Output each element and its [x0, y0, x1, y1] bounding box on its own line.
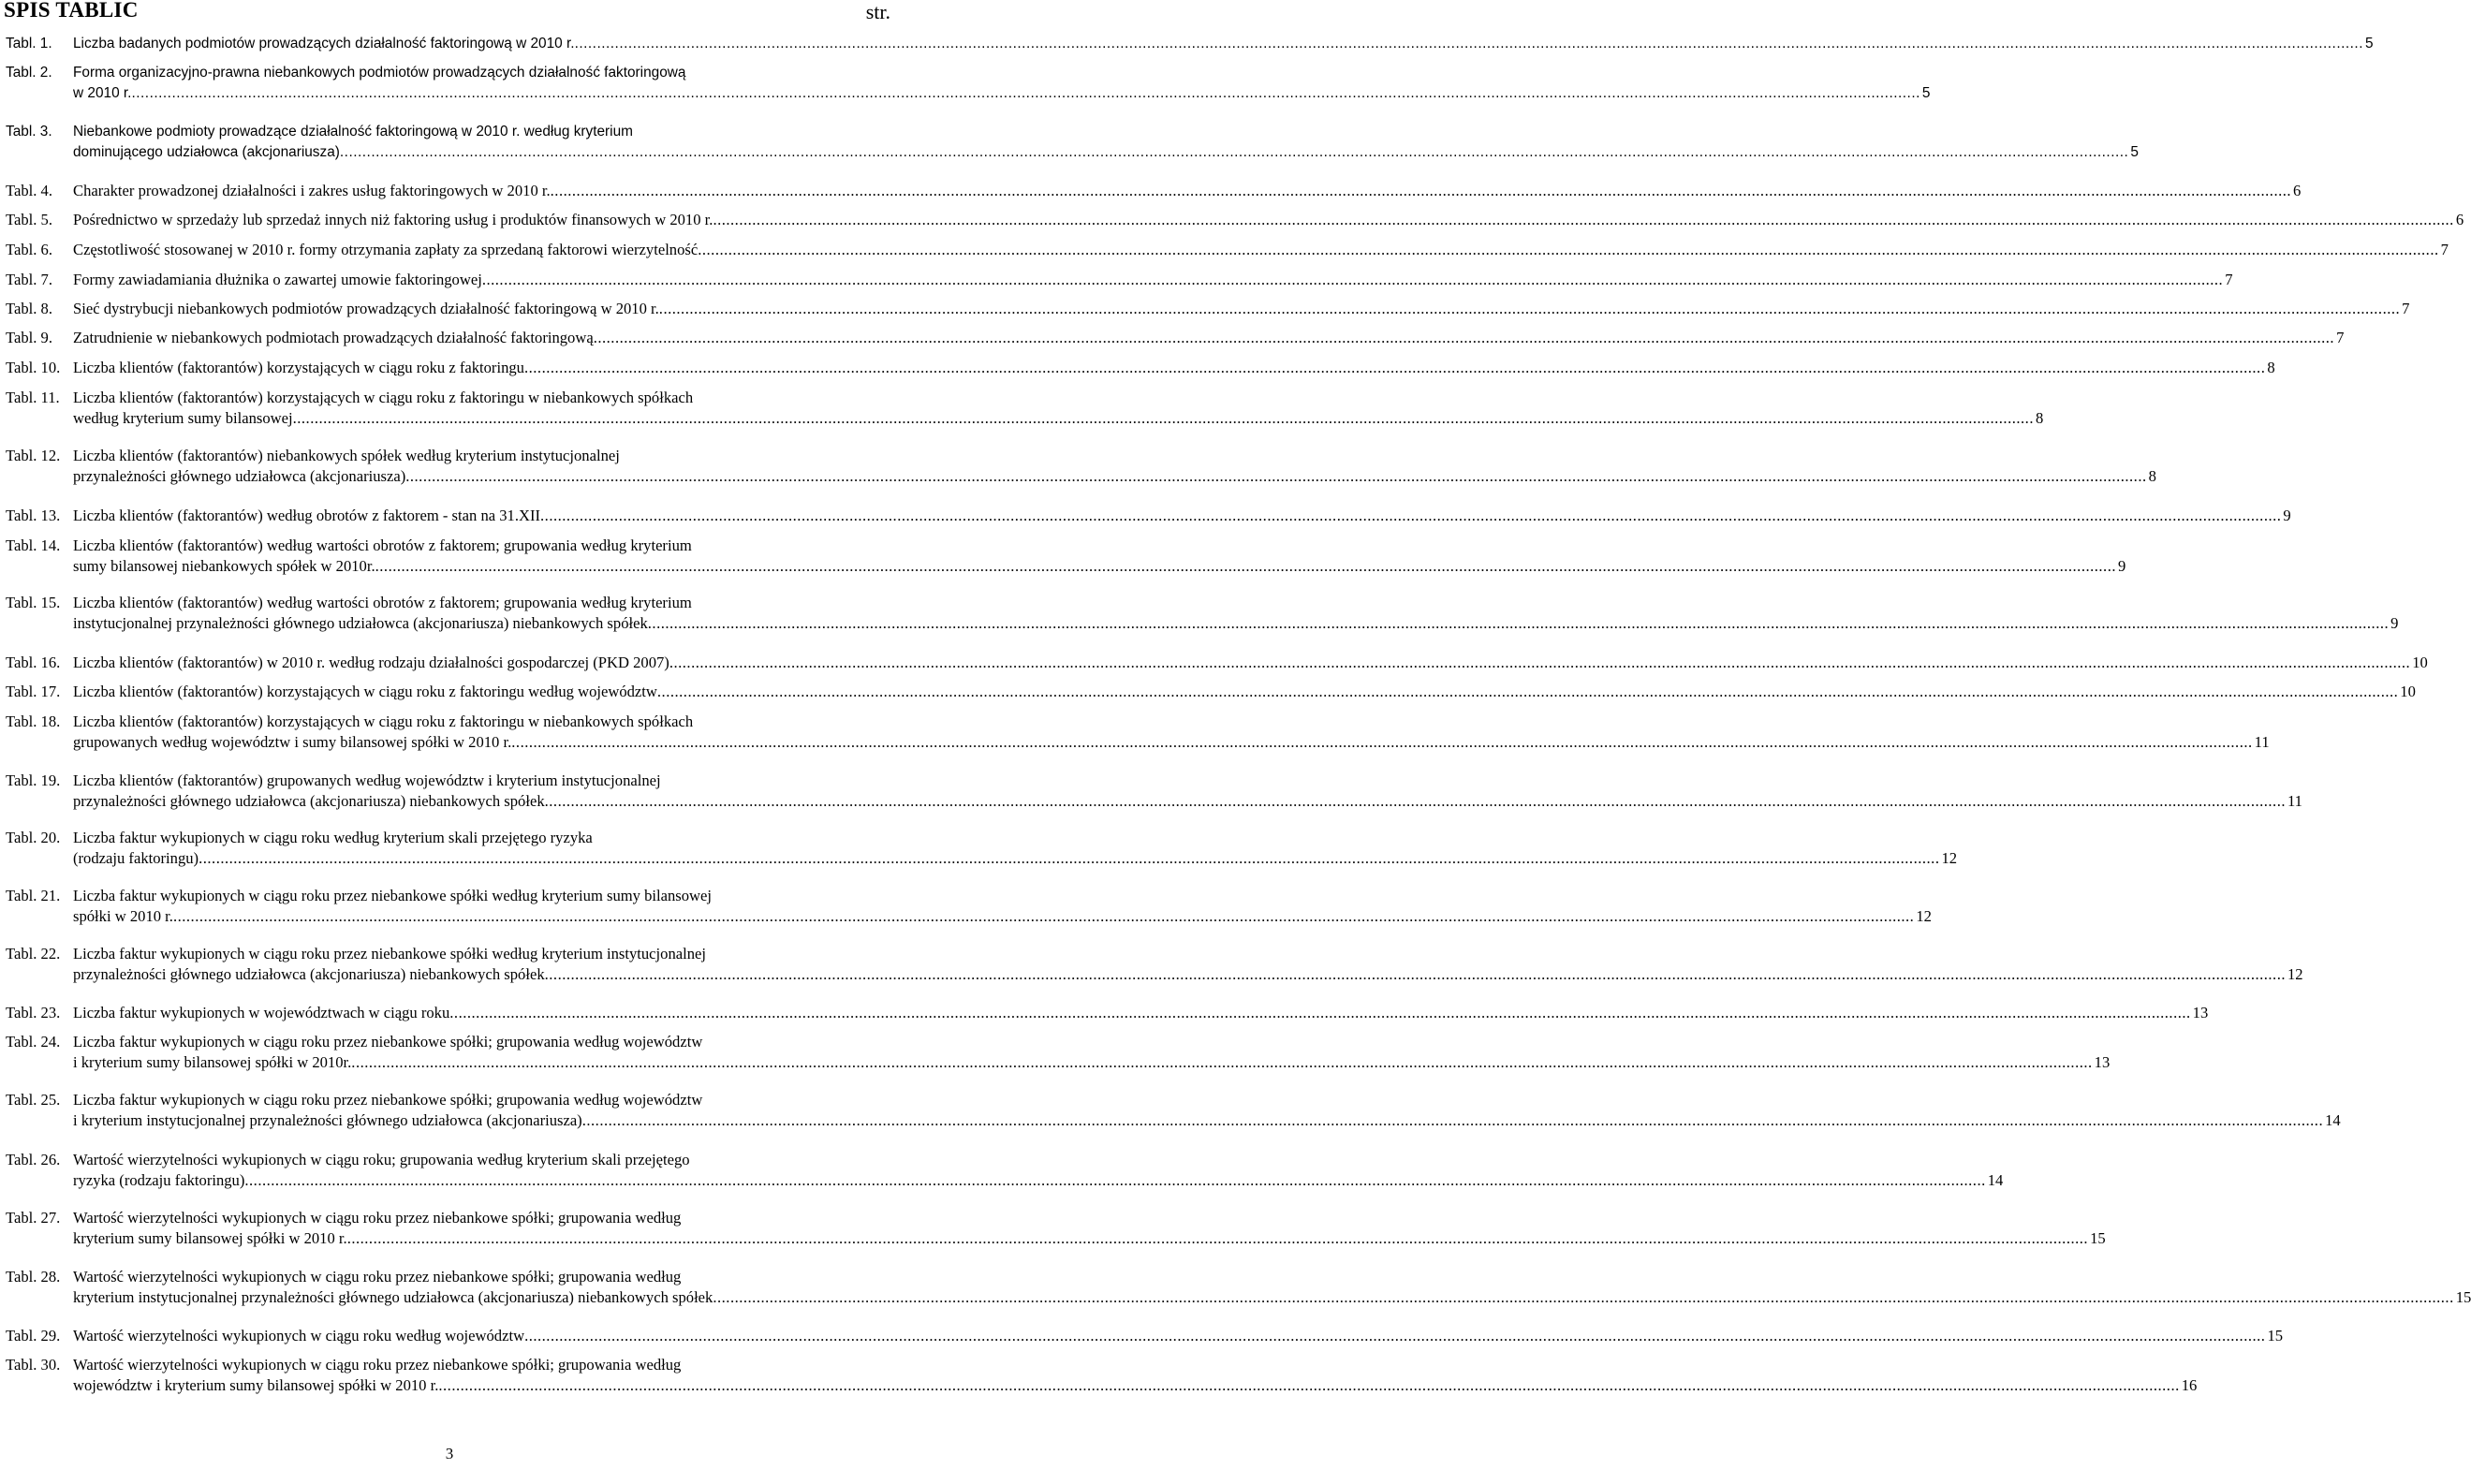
- leader-dots: ................................................................................................................................................................................................................................................................................................................................................................................................................: [449, 1004, 2191, 1021]
- toc-entry[interactable]: [6, 122, 2139, 163]
- toc-entry-last-line: [73, 848, 1958, 869]
- toc-entry-label: Tabl. 26.: [6, 1151, 61, 1168]
- toc-entry[interactable]: [6, 1150, 2004, 1191]
- toc-entry-page: 14: [1987, 1171, 2004, 1189]
- toc-entry-last-line: [73, 240, 2449, 260]
- toc-entry-text: [73, 1150, 2004, 1191]
- page-title: SPIS TABLIC: [4, 0, 139, 22]
- toc-entry-text: [73, 328, 2345, 348]
- leader-dots: ................................................................................................................................................................................................................................................................................................................................................................................................................: [199, 849, 1940, 867]
- toc-entry-page: 12: [1916, 907, 1932, 925]
- toc-entry[interactable]: [6, 828, 1958, 869]
- toc-entry-last-line: [73, 1326, 2284, 1346]
- toc-entry-title-line: grupowanych według województw i sumy bilansowej spółki w 2010 r.: [73, 733, 512, 751]
- leader-dots: ................................................................................................................................................................................................................................................................................................................................................................................................................: [540, 507, 2282, 524]
- toc-entry-title-line: Charakter prowadzonej działalności i zakres usług faktoringowych w 2010 r.: [73, 182, 551, 199]
- toc-entry-last-line: [73, 964, 2303, 985]
- toc-entry-title-line: Liczba faktur wykupionych w ciągu roku przez niebankowe spółki; grupowania według województw: [73, 1033, 703, 1051]
- toc-entry-title-line: ryzyka (rodzaju faktoringu): [73, 1171, 245, 1189]
- leader-dots: ................................................................................................................................................................................................................................................................................................................................................................................................................: [698, 241, 2439, 258]
- toc-entry-label: Tabl. 19.: [6, 771, 61, 789]
- toc-entry[interactable]: [6, 328, 2345, 348]
- toc-entry-title-line: (rodzaju faktoringu): [73, 849, 199, 867]
- leader-dots: ................................................................................................................................................................................................................................................................................................................................................................................................................: [658, 300, 2401, 317]
- toc-entry-last-line: [73, 466, 2156, 487]
- toc-entry[interactable]: [6, 653, 2428, 673]
- toc-entry-text: [73, 358, 2275, 378]
- toc-entry-label: Tabl. 17.: [6, 683, 61, 700]
- leader-dots: ................................................................................................................................................................................................................................................................................................................................................................................................................: [524, 1327, 2266, 1344]
- toc-entry-last-line: [73, 556, 2126, 577]
- toc-entry-label: Tabl. 10.: [6, 359, 61, 376]
- leader-dots: ................................................................................................................................................................................................................................................................................................................................................................................................................: [656, 683, 2399, 700]
- toc-entry-page: 11: [2287, 792, 2302, 810]
- toc-entry-title-line: przynależności głównego udziałowca (akcjonariusza) niebankowych spółek: [73, 792, 545, 810]
- toc-entry-label: Tabl. 30.: [6, 1356, 61, 1374]
- toc-entry-page: 9: [2118, 557, 2126, 575]
- toc-entry-page: 7: [2336, 329, 2345, 346]
- toc-entry-page: 16: [2181, 1376, 2198, 1394]
- toc-entry-label: Tabl. 25.: [6, 1091, 61, 1109]
- toc-entry[interactable]: [6, 593, 2399, 634]
- toc-entry-last-line: [73, 506, 2291, 526]
- toc-entry-title-line: Liczba faktur wykupionych w ciągu roku przez niebankowe spółki według kryterium instytucjonalnej: [73, 945, 707, 962]
- toc-entry-title-line: Liczba klientów (faktorantów) według wartości obrotów z faktorem; grupowania według kryterium: [73, 536, 692, 554]
- toc-entry-text: [73, 210, 2464, 230]
- toc-entry[interactable]: [6, 34, 2374, 54]
- toc-entry-last-line: [73, 1052, 2111, 1073]
- toc-entry-label: Tabl. 23.: [6, 1004, 61, 1021]
- leader-dots: ................................................................................................................................................................................................................................................................................................................................................................................................................: [172, 907, 1915, 925]
- toc-entry[interactable]: [6, 358, 2275, 378]
- toc-entry-title-line: Zatrudnienie w niebankowych podmiotach prowadzących działalność faktoringową: [73, 329, 594, 346]
- toc-entry-title-line: Liczba klientów (faktorantów) w 2010 r. według rodzaju działalności gospodarczej (PKD 2007): [73, 654, 669, 671]
- toc-entry[interactable]: [6, 446, 2156, 487]
- toc-entry-label: Tabl. 3.: [6, 124, 52, 140]
- toc-entry-last-line: [73, 83, 1931, 104]
- leader-dots: ................................................................................................................................................................................................................................................................................................................................................................................................................: [351, 1053, 2093, 1071]
- toc-entry-title-line: kryterium instytucjonalnej przynależności głównego udziałowca (akcjonariusza) niebankowych spółek: [73, 1288, 713, 1306]
- toc-entry-text: [73, 34, 2374, 54]
- toc-entry[interactable]: [6, 886, 1932, 927]
- toc-entry-last-line: [73, 653, 2428, 673]
- page-number: 3: [445, 1445, 454, 1462]
- leader-dots: ................................................................................................................................................................................................................................................................................................................................................................................................................: [713, 211, 2454, 228]
- toc-entry-page: 15: [2090, 1229, 2106, 1247]
- toc-entry-title-line: Liczba faktur wykupionych w ciągu roku przez niebankowe spółki według kryterium sumy bilansowej: [73, 887, 713, 904]
- toc-entry[interactable]: [6, 506, 2291, 526]
- toc-entry-text: [73, 944, 2303, 985]
- toc-entry-page: 5: [2130, 144, 2139, 160]
- toc-entry-title-line: instytucjonalnej przynależności głównego udziałowca (akcjonariusza) niebankowych spółek: [73, 614, 648, 632]
- leader-dots: ................................................................................................................................................................................................................................................................................................................................................................................................................: [438, 1376, 2180, 1394]
- toc-entry-page: 15: [2267, 1327, 2284, 1344]
- toc-entry-last-line: [73, 1170, 2004, 1191]
- toc-entry-page: 5: [1921, 85, 1931, 101]
- toc-entry[interactable]: [6, 682, 2416, 702]
- toc-entry-page: 5: [2364, 36, 2374, 51]
- toc-entry-last-line: [73, 1375, 2198, 1396]
- toc-entry-text: [73, 682, 2416, 702]
- toc-entry-label: Tabl. 18.: [6, 713, 61, 730]
- toc-entry-page: 13: [2192, 1004, 2209, 1021]
- toc-entry[interactable]: [6, 712, 2270, 753]
- toc-entry-page: 11: [2254, 733, 2270, 751]
- toc-entry-last-line: [73, 270, 2233, 290]
- leader-dots: ................................................................................................................................................................................................................................................................................................................................................................................................................: [481, 271, 2224, 288]
- toc-entry-label: Tabl. 28.: [6, 1268, 61, 1286]
- toc-entry-label: Tabl. 12.: [6, 447, 61, 464]
- toc-entry-title-line: kryterium sumy bilansowej spółki w 2010 r.: [73, 1229, 347, 1247]
- toc-entry-last-line: [73, 1110, 2341, 1131]
- toc-entry[interactable]: [6, 1090, 2341, 1131]
- toc-entry-page: 12: [2287, 965, 2303, 983]
- toc-entry-title-line: Liczba klientów (faktorantów) grupowanych według województw i kryterium instytucjonalnej: [73, 771, 661, 789]
- toc-entry-page: 15: [2455, 1288, 2471, 1306]
- toc-entry-page: 8: [2035, 409, 2044, 427]
- toc-entry-label: Tabl. 20.: [6, 829, 61, 846]
- toc-entry-last-line: [73, 613, 2399, 634]
- toc-entry-text: [73, 712, 2270, 753]
- toc-entry[interactable]: [6, 63, 1931, 104]
- toc-entry-title-line: przynależności głównego udziałowca (akcjonariusza) niebankowych spółek: [73, 965, 545, 983]
- toc-entry-title-line: Wartość wierzytelności wykupionych w ciągu roku przez niebankowe spółki; grupowania według: [73, 1268, 682, 1286]
- toc-entry-title-line: Liczba klientów (faktorantów) niebankowych spółek według kryterium instytucjonalnej: [73, 447, 620, 464]
- toc-entry-text: [73, 388, 2044, 429]
- toc-entry[interactable]: [6, 1208, 2106, 1249]
- toc-entry-title-line: według kryterium sumy bilansowej: [73, 409, 293, 427]
- toc-entry-label: Tabl. 7.: [6, 271, 52, 288]
- toc-entry-last-line: [73, 34, 2374, 54]
- toc-entry-label: Tabl. 8.: [6, 300, 52, 317]
- leader-dots: ................................................................................................................................................................................................................................................................................................................................................................................................................: [550, 182, 2292, 199]
- toc-entry-text: [73, 1032, 2111, 1073]
- toc-entry-title-line: Niebankowe podmioty prowadzące działalność faktoringową w 2010 r. według kryterium: [73, 124, 633, 140]
- toc-entry-label: Tabl. 21.: [6, 887, 61, 904]
- leader-dots: ................................................................................................................................................................................................................................................................................................................................................................................................................: [244, 1171, 1986, 1189]
- toc-entry-title-line: przynależności głównego udziałowca (akcjonariusza): [73, 467, 406, 485]
- toc-entry-last-line: [73, 328, 2345, 348]
- toc-entry-label: Tabl. 11.: [6, 389, 60, 406]
- toc-entry-title-line: Wartość wierzytelności wykupionych w ciągu roku przez niebankowe spółki; grupowania według: [73, 1209, 682, 1227]
- toc-entry-text: [73, 653, 2428, 673]
- toc-entry-title-line: Wartość wierzytelności wykupionych w ciągu roku; grupowania według kryterium skali przejętego: [73, 1151, 690, 1168]
- toc-entry-title-line: Liczba faktur wykupionych w województwach w ciągu roku: [73, 1004, 450, 1021]
- toc-entry-label: Tabl. 4.: [6, 182, 52, 199]
- toc-entry-page: 7: [2225, 271, 2233, 288]
- toc-entry-title-line: Liczba faktur wykupionych w ciągu roku według kryterium skali przejętego ryzyka: [73, 829, 593, 846]
- toc-entry-page: 8: [2267, 359, 2275, 376]
- leader-dots: ................................................................................................................................................................................................................................................................................................................................................................................................................: [339, 144, 2129, 160]
- toc-entry-label: Tabl. 13.: [6, 507, 61, 524]
- toc-entry-last-line: [73, 408, 2044, 429]
- toc-entry-title-line: Liczba klientów (faktorantów) według obrotów z faktorem - stan na 31.XII: [73, 507, 541, 524]
- toc-entry-text: [73, 122, 2139, 163]
- toc-entry-last-line: [73, 791, 2302, 812]
- toc-entry-title-line: Wartość wierzytelności wykupionych w ciągu roku według województw: [73, 1327, 525, 1344]
- toc-entry-page: 9: [2283, 507, 2291, 524]
- toc-entry[interactable]: [6, 299, 2410, 319]
- leader-dots: ................................................................................................................................................................................................................................................................................................................................................................................................................: [544, 965, 2286, 983]
- toc-entry-label: Tabl. 22.: [6, 945, 61, 962]
- toc-entry-text: [73, 1090, 2341, 1131]
- toc-entry-label: Tabl. 9.: [6, 329, 52, 346]
- leader-dots: ................................................................................................................................................................................................................................................................................................................................................................................................................: [647, 614, 2390, 632]
- toc-entry-text: [73, 270, 2233, 290]
- toc-entry-page: 12: [1941, 849, 1958, 867]
- toc-entry-text: [73, 1003, 2209, 1023]
- leader-dots: ................................................................................................................................................................................................................................................................................................................................................................................................................: [544, 792, 2286, 810]
- toc-entry[interactable]: [6, 536, 2126, 577]
- leader-dots: ................................................................................................................................................................................................................................................................................................................................................................................................................: [292, 409, 2034, 427]
- toc-entry-title-line: Liczba klientów (faktorantów) korzystających w ciągu roku z faktoringu według województw: [73, 683, 657, 700]
- leader-dots: ................................................................................................................................................................................................................................................................................................................................................................................................................: [593, 329, 2335, 346]
- toc-entry-last-line: [73, 1228, 2106, 1249]
- toc-entry-text: [73, 1355, 2198, 1396]
- toc-entry[interactable]: [6, 944, 2303, 985]
- toc-entry-title-line: Liczba badanych podmiotów prowadzących działalność faktoringową w 2010 r.: [73, 36, 575, 51]
- toc-entry-page: 7: [2440, 241, 2449, 258]
- toc-entry-last-line: [73, 1287, 2471, 1308]
- leader-dots: ................................................................................................................................................................................................................................................................................................................................................................................................................: [511, 733, 2253, 751]
- toc-entry-label: Tabl. 29.: [6, 1327, 61, 1344]
- toc-entry-title-line: i kryterium sumy bilansowej spółki w 2010r.: [73, 1053, 352, 1071]
- toc-entry-text: [73, 593, 2399, 634]
- toc-entry-page: 6: [2455, 211, 2464, 228]
- toc-entry-last-line: [73, 299, 2410, 319]
- toc-entry-label: Tabl. 27.: [6, 1209, 61, 1227]
- toc-entry-label: Tabl. 16.: [6, 654, 61, 671]
- toc-entry-text: [73, 828, 1958, 869]
- toc-entry[interactable]: [6, 1267, 2471, 1308]
- toc-entry-page: 8: [2148, 467, 2156, 485]
- toc-entry[interactable]: [6, 1326, 2284, 1346]
- toc-entry-text: [73, 1208, 2106, 1249]
- toc-entry-title-line: Sieć dystrybucji niebankowych podmiotów prowadzących działalność faktoringową w 2010 r.: [73, 300, 659, 317]
- toc-entry[interactable]: [6, 270, 2233, 290]
- toc-entry-title-line: spółki w 2010 r.: [73, 907, 173, 925]
- toc-entry-label: Tabl. 5.: [6, 211, 52, 228]
- leader-dots: ................................................................................................................................................................................................................................................................................................................................................................................................................: [523, 359, 2266, 376]
- toc-entry-text: [73, 446, 2156, 487]
- toc-entry[interactable]: [6, 771, 2302, 812]
- toc-entry-title-line: Forma organizacyjno-prawna niebankowych podmiotów prowadzących działalność faktoringową: [73, 65, 686, 81]
- toc-entry-text: [73, 886, 1932, 927]
- toc-entry-title-line: Liczba klientów (faktorantów) korzystających w ciągu roku z faktoringu w niebankowych spółkach: [73, 389, 694, 406]
- toc-entry-text: [73, 771, 2302, 812]
- toc-entry-last-line: [73, 682, 2416, 702]
- toc-entry-text: [73, 240, 2449, 260]
- toc-entry-label: Tabl. 1.: [6, 36, 52, 51]
- toc-entry-title-line: w 2010 r.: [73, 85, 132, 101]
- toc-entry-label: Tabl. 15.: [6, 594, 61, 611]
- toc-entry-page: 10: [2412, 654, 2428, 671]
- toc-entry-title-line: i kryterium instytucjonalnej przynależności głównego udziałowca (akcjonariusza): [73, 1111, 582, 1129]
- page-column-header: str.: [865, 0, 890, 23]
- toc-entry-text: [73, 536, 2126, 577]
- toc-entry-last-line: [73, 142, 2139, 163]
- toc-entry-page: 14: [2325, 1111, 2341, 1129]
- toc-entry-title-line: Formy zawiadamiania dłużnika o zawartej umowie faktoringowej: [73, 271, 482, 288]
- leader-dots: ................................................................................................................................................................................................................................................................................................................................................................................................................: [713, 1288, 2454, 1306]
- toc-entry-text: [73, 299, 2410, 319]
- toc-entry-label: Tabl. 2.: [6, 65, 52, 81]
- toc-entry-title-line: Liczba klientów (faktorantów) korzystających w ciągu roku z faktoringu w niebankowych spółkach: [73, 713, 694, 730]
- toc-entry-page: 6: [2293, 182, 2302, 199]
- toc-entry[interactable]: [6, 388, 2044, 429]
- toc-entry-last-line: [73, 358, 2275, 378]
- leader-dots: ................................................................................................................................................................................................................................................................................................................................................................................................................: [574, 36, 2363, 51]
- toc-entry-last-line: [73, 181, 2302, 201]
- toc-entry-last-line: [73, 1003, 2209, 1023]
- leader-dots: ................................................................................................................................................................................................................................................................................................................................................................................................................: [581, 1111, 2324, 1129]
- toc-entry-page: 7: [2402, 300, 2410, 317]
- toc-entry-title-line: Liczba klientów (faktorantów) korzystających w ciągu roku z faktoringu: [73, 359, 524, 376]
- toc-entry-title-line: Pośrednictwo w sprzedaży lub sprzedaż innych niż faktoring usług i produktów finansowych w 2010 r.: [73, 211, 713, 228]
- leader-dots: ................................................................................................................................................................................................................................................................................................................................................................................................................: [375, 557, 2116, 575]
- toc-entry-last-line: [73, 210, 2464, 230]
- toc-entry-title-line: Liczba faktur wykupionych w ciągu roku przez niebankowe spółki; grupowania według województw: [73, 1091, 703, 1109]
- toc-entry-text: [73, 181, 2302, 201]
- toc-entry[interactable]: [6, 1355, 2198, 1396]
- toc-entry-page: 13: [2094, 1053, 2111, 1071]
- toc-entry-title-line: sumy bilansowej niebankowych spółek w 2010r.: [73, 557, 375, 575]
- toc-entry-last-line: [73, 906, 1932, 927]
- toc-entry-text: [73, 1267, 2471, 1308]
- toc-entry-text: [73, 1326, 2284, 1346]
- toc-entry-page: 9: [2390, 614, 2399, 632]
- leader-dots: ................................................................................................................................................................................................................................................................................................................................................................................................................: [346, 1229, 2089, 1247]
- toc-entry-title-line: województw i kryterium sumy bilansowej spółki w 2010 r.: [73, 1376, 439, 1394]
- toc-entry-title-line: Liczba klientów (faktorantów) według wartości obrotów z faktorem; grupowania według kryterium: [73, 594, 692, 611]
- toc-entry-title-line: Częstotliwość stosowanej w 2010 r. formy otrzymania zapłaty za sprzedaną faktorowi wierzytelność: [73, 241, 699, 258]
- toc-entry[interactable]: [6, 240, 2449, 260]
- leader-dots: ................................................................................................................................................................................................................................................................................................................................................................................................................: [405, 467, 2147, 485]
- toc-entry-text: [73, 506, 2291, 526]
- leader-dots: ................................................................................................................................................................................................................................................................................................................................................................................................................: [669, 654, 2411, 671]
- toc-entry-text: [73, 63, 1931, 104]
- toc-entry-label: Tabl. 14.: [6, 536, 61, 554]
- toc-entry[interactable]: [6, 1003, 2209, 1023]
- toc-entry[interactable]: [6, 181, 2302, 201]
- toc-entry-title-line: Wartość wierzytelności wykupionych w ciągu roku przez niebankowe spółki; grupowania według: [73, 1356, 682, 1374]
- toc-entry-last-line: [73, 732, 2270, 753]
- toc-entry-page: 10: [2400, 683, 2416, 700]
- toc-entry-title-line: dominującego udziałowca (akcjonariusza): [73, 144, 340, 160]
- toc-entry[interactable]: [6, 1032, 2111, 1073]
- toc-entry-label: Tabl. 6.: [6, 241, 52, 258]
- leader-dots: ................................................................................................................................................................................................................................................................................................................................................................................................................: [131, 85, 1920, 101]
- toc-entry[interactable]: [6, 210, 2464, 230]
- toc-entry-label: Tabl. 24.: [6, 1033, 61, 1051]
